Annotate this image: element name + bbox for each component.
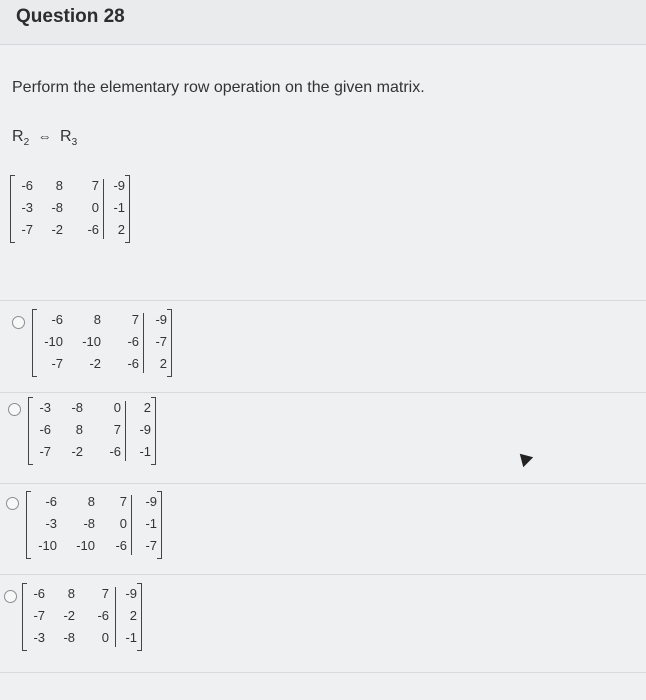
swap-arrow-icon: ⇔	[37, 128, 52, 144]
matrix-row	[11, 220, 129, 242]
matrix-cell: -2	[71, 444, 83, 459]
matrix-cell: -8	[71, 400, 83, 415]
matrix-cell: -10	[82, 334, 101, 349]
matrix-cell: -3	[33, 630, 45, 645]
question-title: Question 28	[16, 6, 125, 27]
matrix-cell: 8	[55, 178, 63, 193]
divider	[0, 672, 646, 673]
matrix-cell: 7	[119, 494, 127, 509]
question-prompt: Perform the elementary row operation on the given matrix.	[12, 79, 425, 96]
matrix-row	[27, 492, 161, 514]
matrix-cell: 8	[87, 494, 95, 509]
matrix-cell: -6	[109, 444, 121, 459]
option-b-radio[interactable]	[8, 403, 21, 416]
option-c-radio[interactable]	[6, 497, 19, 510]
matrix-row	[11, 176, 129, 198]
matrix-cell: 2	[143, 400, 151, 415]
option-a-matrix[interactable]	[32, 310, 172, 376]
divider	[0, 392, 646, 393]
matrix-row	[23, 606, 141, 628]
matrix-cell: -1	[139, 444, 151, 459]
matrix-cell: -7	[33, 608, 45, 623]
matrix-row	[29, 420, 155, 442]
matrix-cell: 7	[113, 422, 121, 437]
matrix-cell: -7	[145, 538, 157, 553]
option-d-matrix[interactable]	[22, 584, 142, 650]
matrix-cell: -7	[155, 334, 167, 349]
matrix-cell: 0	[119, 516, 127, 531]
matrix-cell: -2	[51, 222, 63, 237]
op-row-a-index: 2	[23, 137, 30, 149]
matrix-row	[29, 442, 155, 464]
matrix-cell: -3	[39, 400, 51, 415]
matrix-cell: -9	[155, 312, 167, 327]
matrix-cell: -9	[125, 586, 137, 601]
matrix-cell: -7	[21, 222, 33, 237]
option-d-radio[interactable]	[4, 590, 17, 603]
matrix-cell: -3	[21, 200, 33, 215]
matrix-cell: -1	[113, 200, 125, 215]
matrix-cell: -8	[63, 630, 75, 645]
matrix-cell: -6	[127, 334, 139, 349]
matrix-cell: -1	[125, 630, 137, 645]
op-row-b: R	[60, 128, 72, 145]
matrix-cell: -1	[145, 516, 157, 531]
matrix-cell: 0	[113, 400, 121, 415]
matrix-cell: -6	[127, 356, 139, 371]
matrix-cell: -6	[97, 608, 109, 623]
matrix-cell: 8	[93, 312, 101, 327]
op-row-b-index: 3	[71, 137, 78, 149]
matrix-cell: -10	[76, 538, 95, 553]
row-operation	[12, 128, 77, 148]
matrix-row	[27, 536, 161, 558]
option-a-radio[interactable]	[12, 316, 25, 329]
matrix-cell: -2	[63, 608, 75, 623]
matrix-cell: -6	[39, 422, 51, 437]
divider	[0, 574, 646, 575]
question-header	[0, 0, 646, 45]
matrix-cell: 2	[159, 356, 167, 371]
divider	[0, 483, 646, 484]
given-matrix	[10, 176, 130, 242]
matrix-cell: 0	[101, 630, 109, 645]
matrix-cell: -7	[51, 356, 63, 371]
matrix-cell: -9	[113, 178, 125, 193]
matrix-row	[27, 514, 161, 536]
matrix-cell: -6	[45, 494, 57, 509]
matrix-cell: -9	[145, 494, 157, 509]
option-b-matrix[interactable]	[28, 398, 156, 464]
matrix-cell: 7	[91, 178, 99, 193]
matrix-cell: -10	[44, 334, 63, 349]
op-row-a: R	[12, 128, 24, 145]
matrix-cell: 0	[91, 200, 99, 215]
matrix-cell: -2	[89, 356, 101, 371]
matrix-cell: -10	[38, 538, 57, 553]
matrix-cell: -8	[51, 200, 63, 215]
matrix-row	[33, 310, 171, 332]
matrix-cell: 7	[101, 586, 109, 601]
matrix-cell: 8	[75, 422, 83, 437]
matrix-cell: -8	[83, 516, 95, 531]
matrix-cell: -6	[87, 222, 99, 237]
matrix-cell: -7	[39, 444, 51, 459]
divider	[0, 300, 646, 301]
option-c-matrix[interactable]	[26, 492, 162, 558]
matrix-cell: 2	[117, 222, 125, 237]
matrix-cell: -6	[33, 586, 45, 601]
matrix-row	[33, 332, 171, 354]
matrix-row	[23, 584, 141, 606]
matrix-cell: -6	[21, 178, 33, 193]
matrix-row	[11, 198, 129, 220]
matrix-cell: -9	[139, 422, 151, 437]
matrix-cell: -6	[51, 312, 63, 327]
mouse-pointer-icon	[515, 449, 533, 467]
matrix-cell: -6	[115, 538, 127, 553]
matrix-cell: 7	[131, 312, 139, 327]
matrix-cell: -3	[45, 516, 57, 531]
matrix-row	[29, 398, 155, 420]
matrix-row	[23, 628, 141, 650]
matrix-cell: 2	[129, 608, 137, 623]
matrix-row	[33, 354, 171, 376]
matrix-cell: 8	[67, 586, 75, 601]
